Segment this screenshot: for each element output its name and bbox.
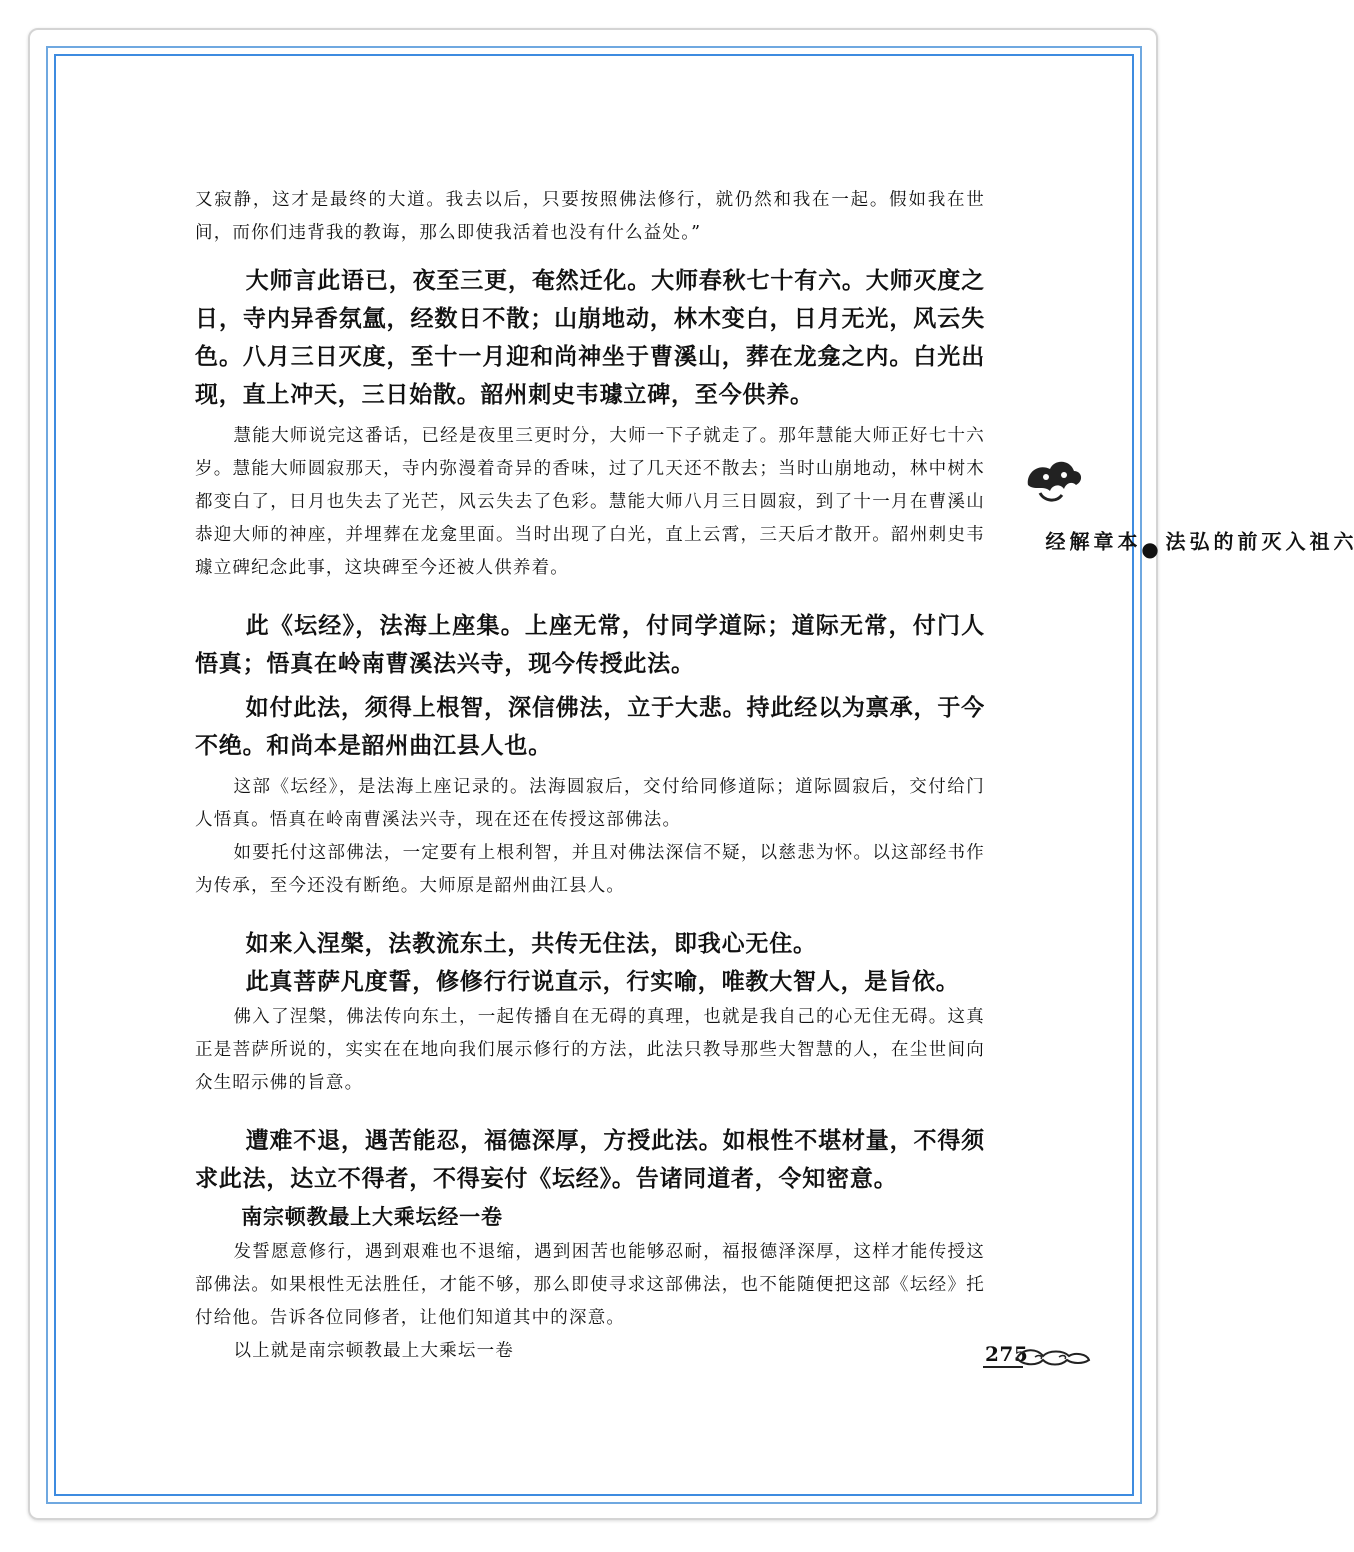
scripture-end-title: 南宗顿教最上大乘坛经一卷 <box>241 1205 503 1229</box>
original-text-paragraph: 此《坛经》，法海上座集。上座无常，付同学道际；道际无常，付门人悟真；悟真在岭南曹溪法兴寺，现今传授此法。 <box>195 613 985 677</box>
page-number: 275 <box>985 1342 1029 1366</box>
translation-paragraph: 这部《坛经》，是法海上座记录的。法海圆寂后，交付给同修道际；道际圆寂后，交付给门人悟真。悟真在岭南曹溪法兴寺，现在还在传授这部佛法。 <box>195 777 985 830</box>
translation-paragraph: 发誓愿意修行，遇到艰难也不退缩，遇到困苦也能够忍耐，福报德泽深厚，这样才能传授这部佛法。如果根性无法胜任，才能不够，那么即使寻求这部佛法，也不能随便把这部《坛经》托付给他。告诉各位同修者，让他们知道其中的深意。 <box>195 1242 985 1328</box>
verse-line: 此真菩萨凡度誓，修修行行说直示，行实喻，唯教大智人，是旨依。 <box>245 969 960 995</box>
separator-dot-icon: ● <box>1138 537 1162 562</box>
cloud-ornament-icon <box>1020 455 1084 510</box>
page-body <box>195 184 985 1368</box>
original-text-paragraph: 如付此法，须得上根智，深信佛法，立于大悲。持此经以为禀承，于今不绝。和尚本是韶州曲江县人也。 <box>195 695 985 759</box>
chapter-title-vertical <box>1042 531 1354 568</box>
original-text-paragraph: 大师言此语已，夜至三更，奄然迁化。大师春秋七十有六。大师灭度之日，寺内异香氛氲，经数日不散；山崩地动，林木变白，日月无光，风云失色。八月三日灭度，至十一月迎和尚神坐于曹溪山，葬在龙龛之内。白光出现，直上冲天，三日始散。韶州刺史韦璩立碑，至今供养。 <box>195 268 985 408</box>
translation-paragraph: 慧能大师说完这番话，已经是夜里三更时分，大师一下子就走了。那年慧能大师正好七十六岁。慧能大师圆寂那天，寺内弥漫着奇异的香味，过了几天还不散去；当时山崩地动，林中树木都变白了，日月也失去了光芒，风云失去了色彩。慧能大师八月三日圆寂，到了十一月在曹溪山恭迎大师的神座，并埋葬在龙龛里面。当时出现了白光，直上云霄，三天后才散开。韶州刺史韦璩立碑纪念此事，这块碑至今还被人供养着。 <box>195 426 985 578</box>
cloud-swirl-icon <box>1013 1344 1093 1368</box>
translation-paragraph: 佛入了涅槃，佛法传向东土，一起传播自在无碍的真理，也就是我自己的心无住无碍。这真正是菩萨所说的，实实在在地向我们展示修行的方法，此法只教导那些大智慧的人，在尘世间向众生昭示佛的旨意。 <box>195 1007 985 1093</box>
original-text-paragraph: 遭难不退，遇苦能忍，福德深厚，方授此法。如根性不堪材量，不得须求此法，达立不得者，不得妄付《坛经》。告诸同道者，令知密意。 <box>195 1128 985 1192</box>
translation-paragraph: 如要托付这部佛法，一定要有上根利智，并且对佛法深信不疑，以慈悲为怀。以这部经书作为传承，至今还没有断绝。大师原是韶州曲江县人。 <box>195 843 985 896</box>
translation-paragraph: 又寂静，这才是最终的大道。我去以后，只要按照佛法修行，就仍然和我在一起。假如我在世间，而你们违背我的教诲，那么即使我活着也没有什么益处。” <box>195 190 985 243</box>
section-name: 本章解经 <box>1042 531 1138 552</box>
chapter-name: 六祖入灭前的弘法 <box>1162 531 1354 552</box>
translation-paragraph: 以上就是南宗顿教最上大乘坛一卷 <box>233 1341 514 1361</box>
verse-line: 如来入涅槃，法教流东土，共传无住法，即我心无住。 <box>245 931 817 957</box>
